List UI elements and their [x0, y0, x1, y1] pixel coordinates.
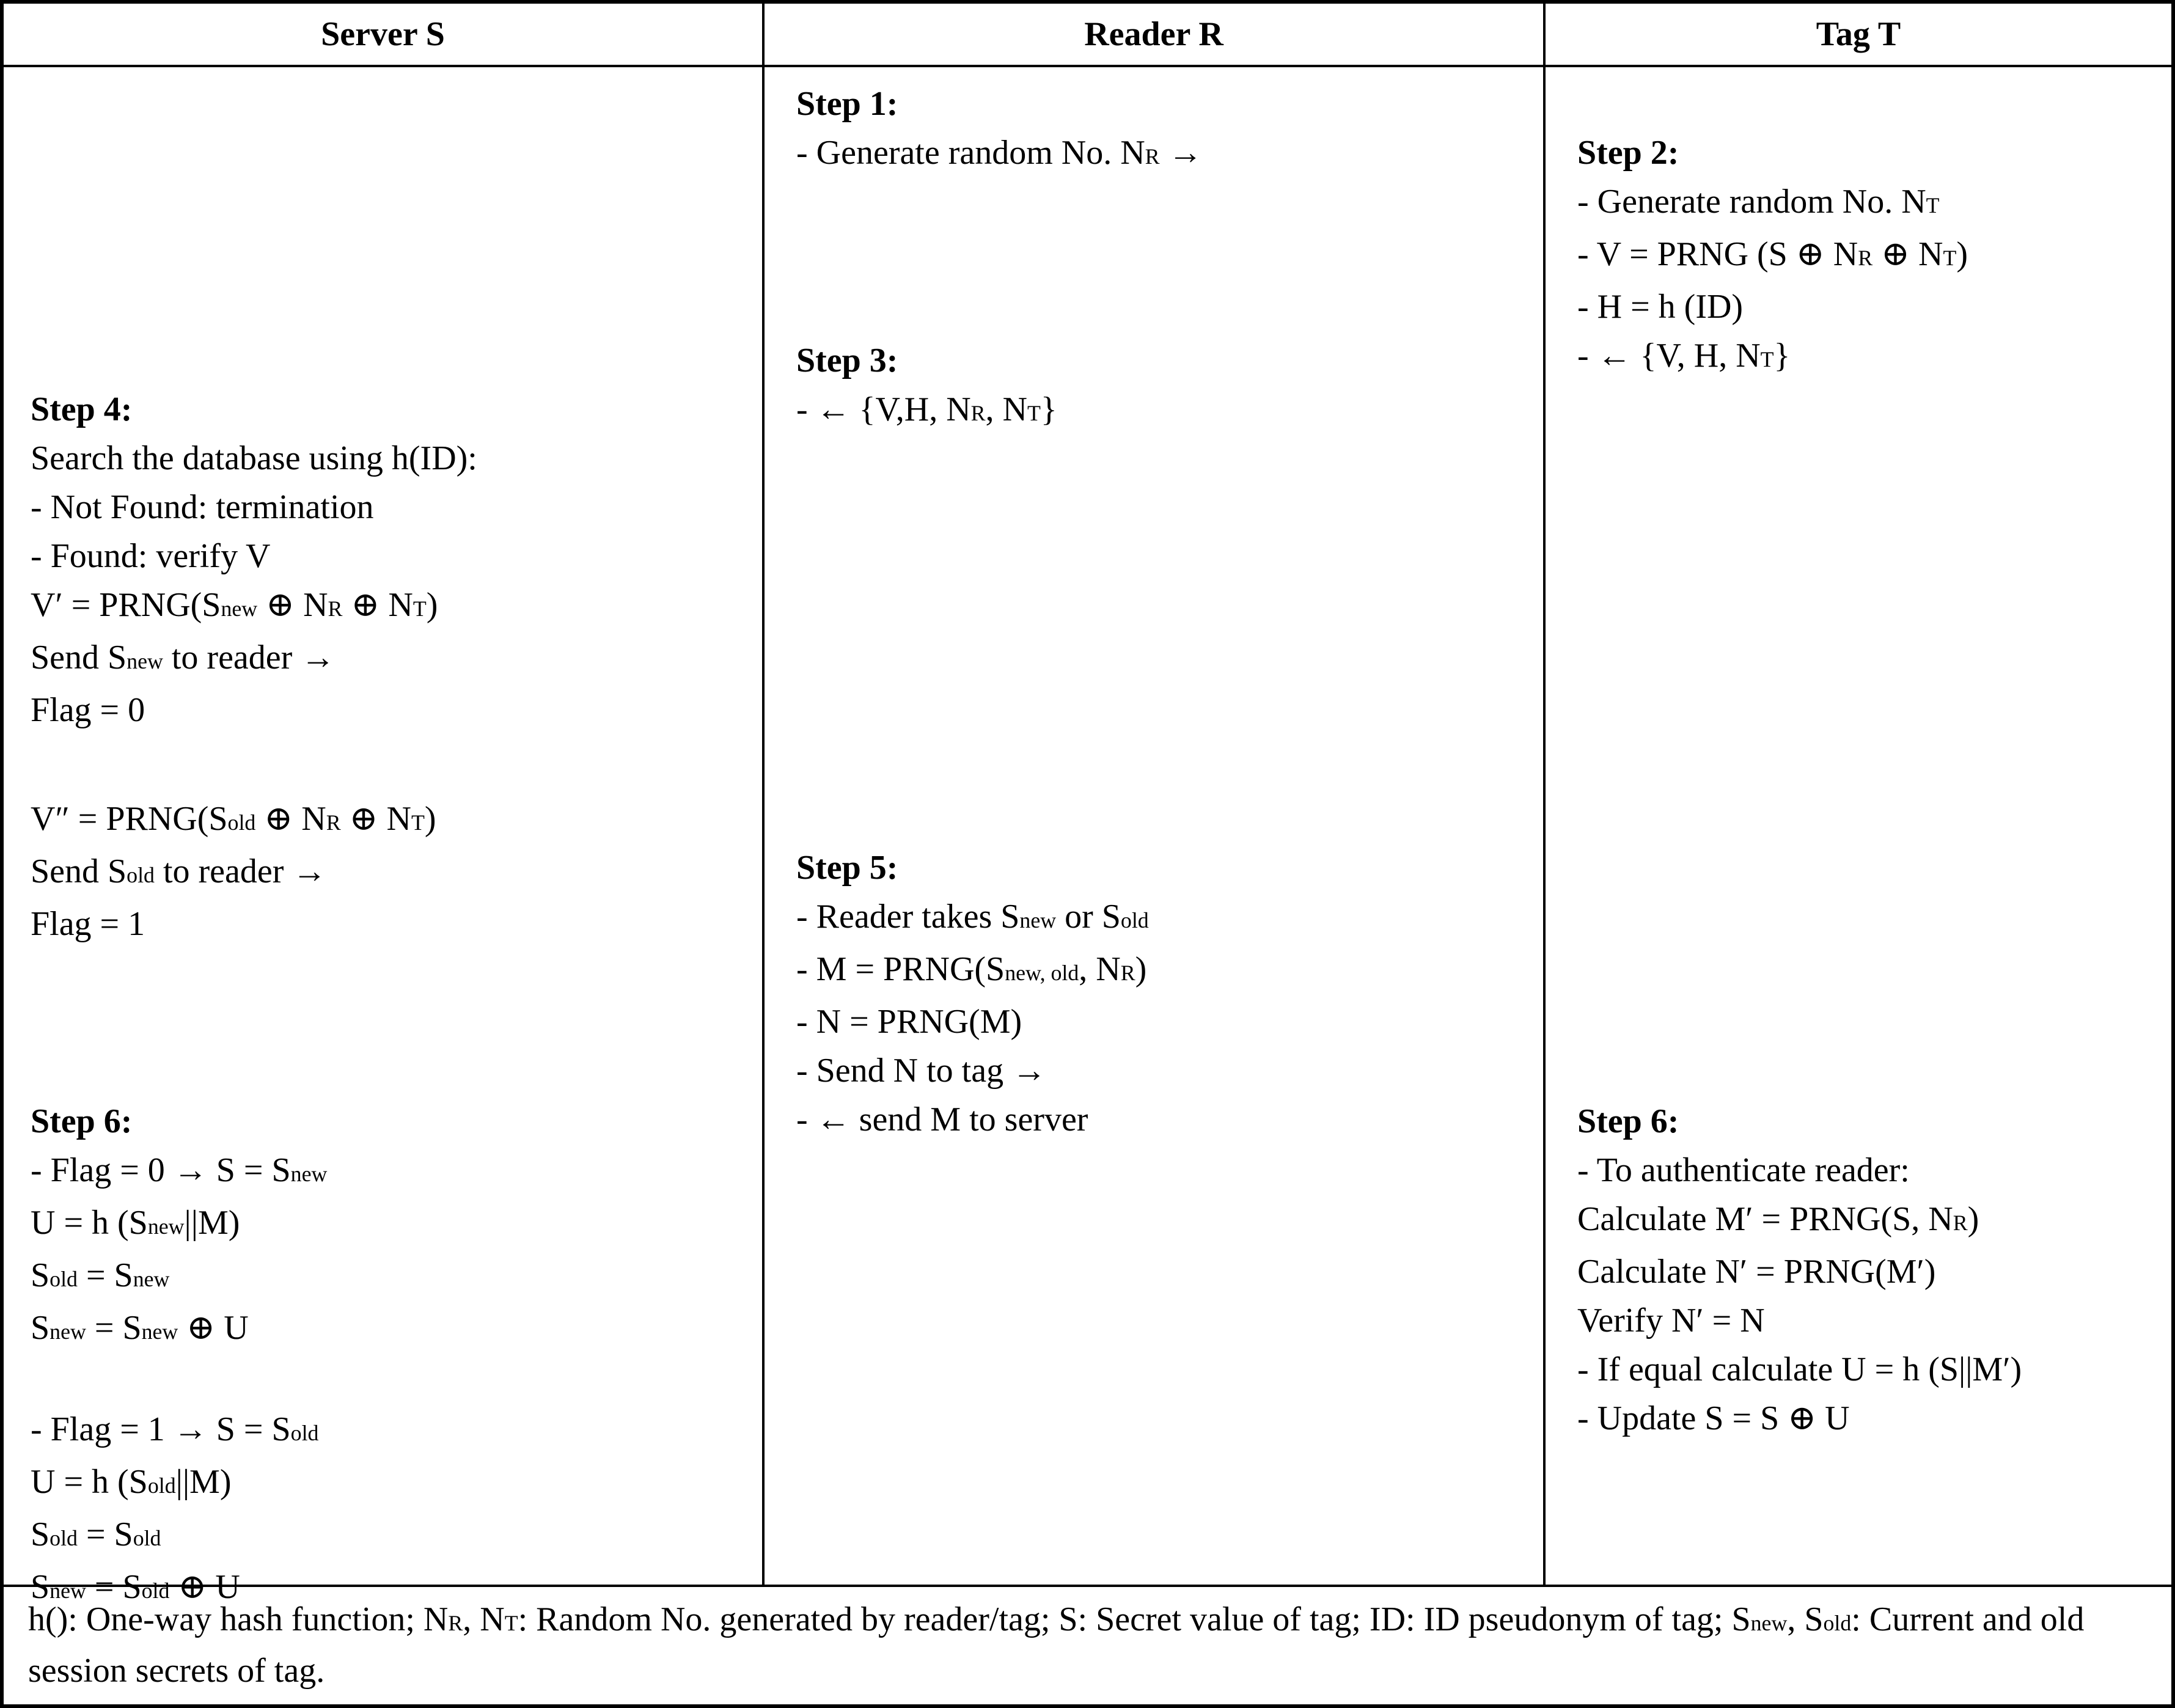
protocol-line: - Generate random No. NR → — [796, 134, 1203, 172]
protocol-line: Step 2: — [1577, 134, 1679, 172]
subscript: T — [504, 1611, 518, 1635]
table-body — [4, 67, 2171, 1606]
protocol-line: - If equal calculate U = h (S||M′) — [1577, 1351, 2022, 1388]
protocol-step-block — [31, 794, 757, 948]
legend-text: h(): One-way hash function; NR, NT: Random No. generated by reader/tag; S: Secret value of tag; ID: ID pseudonym of tag; Snew, Sold: Current and old session secrets of tag. — [28, 1600, 2085, 1690]
subscript: new — [221, 596, 258, 621]
protocol-line: Send Snew to reader → — [31, 639, 336, 676]
subscript: new — [127, 649, 163, 673]
protocol-line — [31, 1356, 757, 1405]
protocol-line: Send Sold to reader → — [31, 852, 327, 890]
protocol-line: - Not Found: termination — [31, 488, 374, 526]
subscript: old — [1823, 1611, 1852, 1635]
subscript: R — [1120, 961, 1135, 985]
subscript: T — [1760, 347, 1774, 372]
reader-column — [765, 67, 1546, 1585]
subscript: new — [141, 1319, 178, 1344]
subscript: new — [50, 1578, 86, 1603]
subscript: T — [413, 596, 427, 621]
protocol-line: Step 5: — [796, 849, 898, 887]
protocol-line: - ← {V,H, NR, NT} — [796, 390, 1057, 428]
subscript: new — [50, 1319, 86, 1344]
subscript: new — [290, 1162, 328, 1186]
protocol-line: - Flag = 1 → S = Sold — [31, 1410, 319, 1448]
subscript: old — [50, 1526, 78, 1550]
protocol-step-block — [796, 79, 1538, 181]
protocol-line: Calculate N′ = PRNG(M′) — [1577, 1253, 1936, 1291]
protocol-line: Flag = 0 — [31, 691, 145, 729]
protocol-line: - Generate random No. NT — [1577, 183, 1940, 221]
protocol-line: - V = PRNG (S ⊕ NR ⊕ NT) — [1577, 235, 1968, 273]
protocol-step-block — [31, 1097, 757, 1615]
protocol-line: Flag = 1 — [31, 905, 145, 943]
subscript: old — [141, 1578, 170, 1603]
protocol-line: Step 1: — [796, 85, 898, 123]
subscript: old — [133, 1526, 161, 1550]
protocol-line: Step 6: — [1577, 1102, 1679, 1140]
protocol-line: - N = PRNG(M) — [796, 1003, 1022, 1041]
protocol-line: - Update S = S ⊕ U — [1577, 1399, 1850, 1437]
subscript: old — [127, 863, 155, 887]
protocol-line: - ← {V, H, NT} — [1577, 337, 1791, 375]
protocol-step-block — [796, 843, 1538, 1144]
table-header-row — [4, 4, 2171, 67]
protocol-line: Snew = Sold ⊕ U — [31, 1568, 240, 1606]
subscript: R — [328, 596, 343, 621]
subscript: old — [227, 810, 256, 835]
column-header-server: Server S — [4, 4, 765, 65]
subscript: new — [1019, 908, 1057, 933]
column-header-tag: Tag T — [1816, 15, 1901, 53]
protocol-line: - Flag = 0 → S = Snew — [31, 1151, 328, 1189]
protocol-line: Sold = Sold — [31, 1516, 161, 1553]
protocol-line: Step 4: — [31, 390, 133, 428]
subscript: T — [1943, 246, 1957, 270]
subscript: old — [50, 1267, 78, 1291]
subscript: T — [1027, 401, 1041, 425]
subscript: T — [411, 810, 425, 835]
server-column — [4, 67, 765, 1606]
subscript: R — [1145, 144, 1160, 169]
protocol-line: Step 6: — [31, 1102, 133, 1140]
subscript: R — [448, 1611, 463, 1635]
protocol-line: Snew = Snew ⊕ U — [31, 1309, 249, 1347]
subscript: old — [290, 1421, 319, 1445]
subscript: new, old — [1005, 961, 1079, 985]
protocol-step-block — [1577, 128, 2166, 384]
subscript: new — [147, 1214, 185, 1239]
tag-column — [1546, 67, 2171, 1585]
subscript: R — [1858, 246, 1873, 270]
protocol-line: - Found: verify V — [31, 537, 271, 575]
subscript: R — [1953, 1211, 1968, 1235]
protocol-line: - To authenticate reader: — [1577, 1151, 1910, 1189]
protocol-line: - H = h (ID) — [1577, 288, 1744, 326]
protocol-line: Step 3: — [796, 342, 898, 379]
protocol-line: U = h (Snew||M) — [31, 1204, 240, 1242]
protocol-line: V″ = PRNG(Sold ⊕ NR ⊕ NT) — [31, 800, 436, 838]
subscript: new — [1750, 1611, 1788, 1635]
protocol-step-block — [796, 336, 1538, 438]
protocol-line: V′ = PRNG(Snew ⊕ NR ⊕ NT) — [31, 586, 438, 624]
protocol-line: Calculate M′ = PRNG(S, NR) — [1577, 1200, 1979, 1238]
protocol-step-block — [31, 385, 757, 735]
protocol-line: Sold = Snew — [31, 1256, 170, 1294]
subscript: old — [1120, 908, 1149, 933]
subscript: new — [133, 1267, 170, 1291]
column-header-reader: Reader R — [765, 4, 1546, 65]
protocol-line: - ← send M to server — [796, 1101, 1088, 1138]
protocol-line: - Send N to tag → — [796, 1052, 1047, 1090]
protocol-line: - M = PRNG(Snew, old, NR) — [796, 950, 1147, 988]
subscript: old — [147, 1473, 176, 1498]
subscript: R — [326, 810, 341, 835]
protocol-line: Search the database using h(ID): — [31, 439, 477, 477]
subscript: T — [1926, 193, 1940, 218]
subscript: R — [970, 401, 986, 425]
protocol-line: Verify N′ = N — [1577, 1302, 1765, 1340]
protocol-line: - Reader takes Snew or Sold — [796, 898, 1149, 936]
protocol-step-block — [1577, 1097, 2166, 1443]
protocol-line: U = h (Sold||M) — [31, 1463, 232, 1501]
